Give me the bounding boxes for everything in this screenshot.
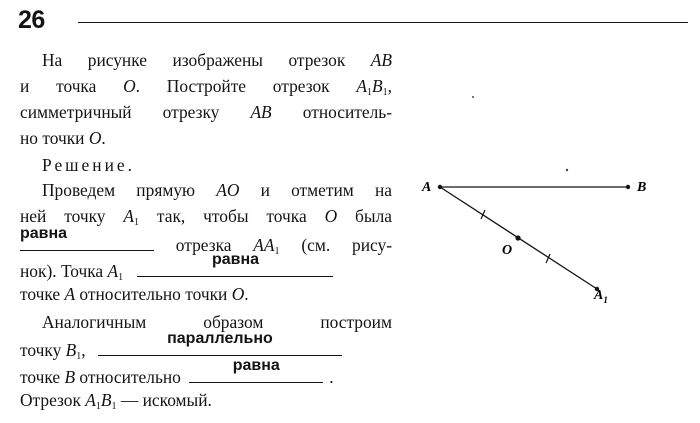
point-a — [438, 185, 442, 189]
solution-line-8: точке B относительно равна . — [20, 357, 334, 387]
speck-1 — [472, 96, 474, 98]
solution-line-1: Проведем прямую AO и отметим на — [42, 180, 392, 200]
speck-2 — [566, 169, 568, 171]
problem-line-4: но точки O. — [20, 128, 106, 148]
point-b — [626, 185, 630, 189]
solution-heading: Решение. — [42, 155, 135, 175]
solution-line-2: ней точку $A_1$ так, чтобы точка O была — [20, 206, 392, 228]
problem-line-1: На рисунке изображены отрезок AB — [42, 50, 392, 70]
solution-line-4: нок). Точка $A_1$ равна — [20, 256, 392, 280]
solution-line-6: Аналогичным образом построим — [42, 312, 392, 332]
point-o — [515, 235, 520, 240]
problem-line-2: и точка O. Постройте отрезок $A_1B_1$, — [20, 76, 392, 98]
solution-line-7: точку $B_1$, параллельно — [20, 335, 392, 359]
solution-line-9: Отрезок $A_1B_1$ — искомый. — [20, 390, 212, 412]
answer-blank-4[interactable]: равна — [189, 362, 323, 383]
answer-blank-3[interactable]: параллельно — [98, 335, 342, 356]
label-b: B — [637, 180, 647, 195]
label-a1: $A_1$ — [594, 288, 608, 305]
solution-line-5: точке A относительно точки O. — [20, 284, 249, 304]
answer-blank-1[interactable]: равна — [20, 230, 154, 251]
problem-line-3: симметричный отрезку AB относитель- — [20, 102, 393, 122]
task-number: 26 — [18, 6, 45, 34]
label-o: O — [502, 243, 513, 258]
label-a: A — [422, 180, 432, 195]
solution-line-3: равна отрезка $AA_1$ (см. рису- — [20, 225, 392, 257]
answer-blank-2[interactable]: равна — [137, 256, 333, 277]
